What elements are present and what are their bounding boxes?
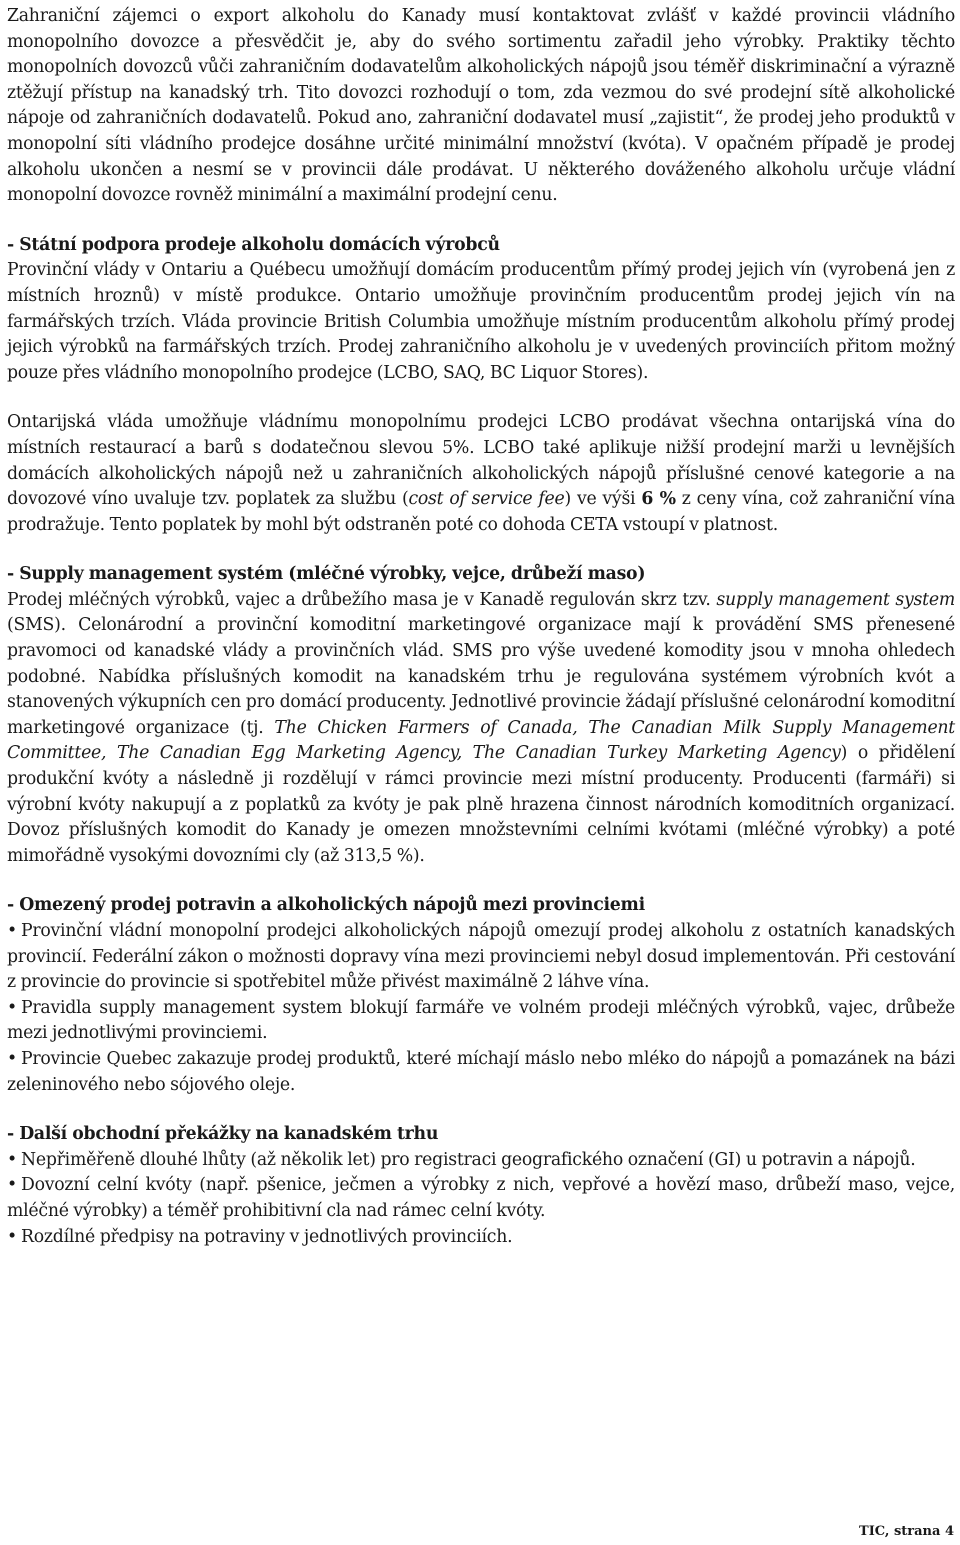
italic-term: cost of service fee [408, 489, 565, 510]
list-item: • Provinční vládní monopolní prodejci alkoholických nápojů omezují prodej alkoholu z ostatních kanadských provincií. Federální zákon o možnosti dopravy vína mezi provinciemi nebyl dosud implementován. Při cestování z provincie do provincie si spotřebitel může přivést maximálně 2 láhve vína. [7, 921, 955, 993]
section-heading: - Další obchodní překážky na kanadském trhu [7, 1124, 439, 1145]
paragraph: Provinční vlády v Ontariu a Québecu umožňují domácím producentům přímý prodej jejich vín (vyrobená jen z místních hroznů) v místě produkce. Ontario umožňuje provinčním producentům prodej jejich vín na farmářských trzích. Vláda provincie British Columbia umožňuje místním producentům alkoholu přímý prodej jejich výrobků na farmářských trzích. Prodej zahraničního alkoholu je v uvedených provinciích přitom možný pouze přes vládního monopolního prodejce (LCBO, SAQ, BC Liquor Stores). [7, 260, 955, 383]
section-heading: - Státní podpora prodeje alkoholu domácích výrobců [7, 234, 500, 255]
bullet-icon: • [7, 997, 17, 1018]
bullet-icon: • [7, 1048, 17, 1069]
document-page [7, 4, 955, 1250]
section-heading: - Omezený prodej potravin a alkoholických nápojů mezi provinciemi [7, 895, 645, 916]
section-heading: - Supply management systém (mléčné výrobky, vejce, drůbeží maso) [7, 564, 646, 585]
section-supply-management [7, 562, 955, 869]
list-item: • Provincie Quebec zakazuje prodej produktů, které míchají máslo nebo mléko do nápojů a pomazánek na bázi zeleninového nebo sójového oleje. [7, 1048, 955, 1095]
section-alcohol-support [7, 233, 955, 387]
bullet-icon: • [7, 1149, 17, 1170]
list-item: • Nepřiměřeně dlouhé lhůty (až několik let) pro registraci geografického označení (GI) u potravin a nápojů. [7, 1148, 955, 1174]
section-lcbo [7, 410, 955, 538]
section-other-barriers [7, 1122, 955, 1250]
italic-term: supply management system [716, 589, 955, 610]
list-item: • Dovozní celní kvóty (např. pšenice, ječmen a výrobky z nich, vepřové a hovězí maso, drůbeží maso, vejce, mléčné výrobky) a téměř prohibitivní cla nad rámec celní kvóty. [7, 1175, 955, 1221]
list-item: • Pravidla supply management system blokují farmáře ve volném prodeji mléčných výrobků, vajec, drůbeže mezi jednotlivými provinciemi. [7, 997, 955, 1044]
italic-organizations: The Chicken Farmers of Canada, The Canadian Milk Supply Management Committee, The Canadian Egg Marketing Agency, The Canadian Turkey Marketing Agency [7, 717, 955, 764]
bold-percent: 6 % [641, 489, 676, 510]
footer-org: TIC [859, 1524, 885, 1539]
bullet-icon: • [7, 921, 17, 941]
paragraph: Prodej mléčných výrobků, vajec a drůbežího masa je v Kanadě regulován skrz tzv. supply management system (SMS). Celonárodní a provinční komoditní marketingové organizace mají k provádění SMS přenesené pravomoci od kanadské vlády a provinčních vlád. SMS pro výše uvedené komodity jsou v mnoha ohledech podobné. Nabídka příslušných komodit na kanadském trhu je regulována systémem výrobních kvót a stanovených výkupních cen pro domácí producenty. Jednotlivé provincie žádají příslušné celonárodní komoditní marketingové organizace (tj. The Chicken Farmers of Canada, The Canadian Milk Supply Management Committee, The Canadian Egg Marketing Agency, The Canadian Turkey Marketing Agency) o přidělení produkční kvóty a následně ji rozdělují v rámci provincie mezi místní producenty. Producenti (farmáři) si výrobní kvóty nakupují a z poplatků za kvóty je pak plně hrazena činnost národních komoditních organizací. Dovoz příslušných komodit do Kanady je omezen množstevními celními kvótami (mléčné výrobky) a poté mimořádně vysokými dovozními cly (až 313,5 %). [7, 589, 955, 866]
bullet-icon: • [7, 1226, 17, 1247]
paragraph: Ontarijská vláda umožňuje vládnímu monopolnímu prodejci LCBO prodávat všechna ontarijská vína do místních restaurací a barů s dodatečnou slevou 5%. LCBO také aplikuje nižší prodejní marži u levnějších domácích alkoholických nápojů než u zahraničních alkoholických nápojů příslušné cenové kategorie a na dovozové víno uvaluje tzv. poplatek za službu (cost of service fee) ve výši 6 % z ceny vína, což zahraniční vína prodražuje. Tento poplatek by mohl být odstraněn poté co dohoda CETA vstoupí v platnost. [7, 412, 956, 535]
section-interprovincial [7, 893, 955, 1098]
page-number: strana 4 [893, 1524, 954, 1539]
page-footer: TIC, strana 4 [859, 1524, 954, 1539]
bullet-icon: • [7, 1175, 17, 1196]
intro-paragraph: Zahraniční zájemci o export alkoholu do Kanady musí kontaktovat zvlášť v každé provincii vládního monopolního dovozce a přesvědčit je, aby do svého sortimentu zařadil jeho výrobky. Praktiky těchto monopolních dovozců vůči zahraničním dodavatelům alkoholických nápojů jsou téměř diskriminační a výrazně ztěžují přístup na kanadský trh. Tito dovozci rozhodují o tom, zda vezmou do své prodejní sítě alkoholické nápoje od zahraničních dodavatelů. Pokud ano, zahraniční dodavatel musí „zajistit“, že prodej jeho produktů v monopolní síti vládního prodejce dosáhne určité minimální množství (kvóta). V opačném případě je prodej alkoholu ukončen a nesmí se v provincii dále prodávat. U některého dováženého alkoholu určuje vládní monopolní dovozce rovněž minimální a maximální prodejní cenu. [7, 6, 955, 206]
list-item: • Rozdílné předpisy na potraviny v jednotlivých provinciích. [7, 1225, 955, 1251]
